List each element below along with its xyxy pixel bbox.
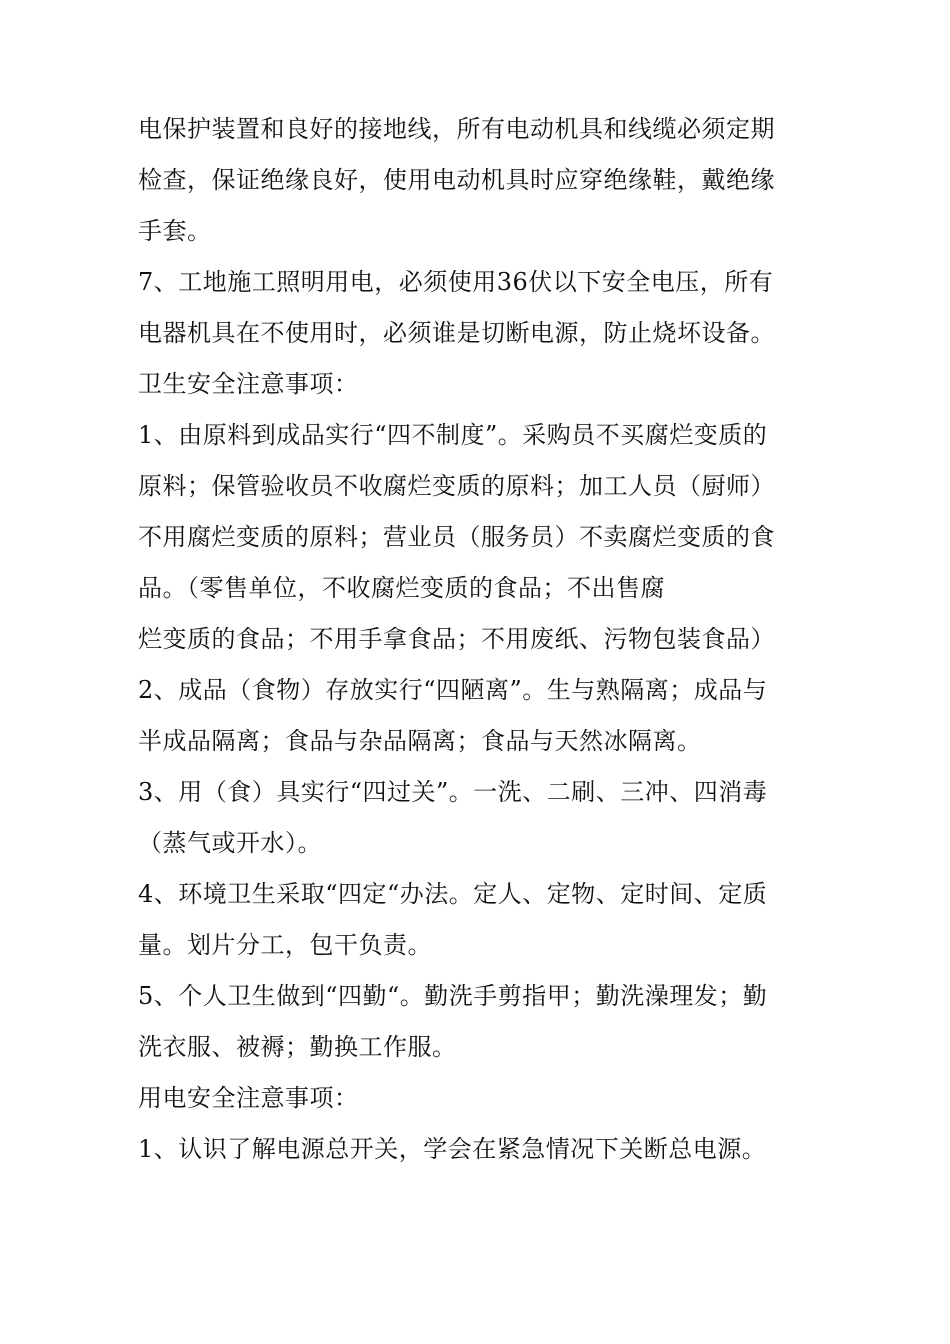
text-line: （蒸气或开水）。 bbox=[138, 829, 322, 857]
text-line: 1、由原料到成品实行“四不制度”。采购员不买腐烂变质的 bbox=[138, 421, 768, 449]
text-line: 烂变质的食品；不用手拿食品；不用废纸、污物包装食品） bbox=[138, 625, 775, 653]
text-line: 洗衣服、被褥；勤换工作服。 bbox=[138, 1033, 457, 1061]
text-line: 原料；保管验收员不收腐烂变质的原料；加工人员（厨师） bbox=[138, 472, 775, 500]
text-line: 半成品隔离；食品与杂品隔离；食品与天然冰隔离。 bbox=[138, 727, 702, 755]
text-line: 量。划片分工，包干负责。 bbox=[138, 931, 432, 959]
text-line: 检查，保证绝缘良好，使用电动机具时应穿绝缘鞋，戴绝缘 bbox=[138, 166, 775, 194]
text-line: 电器机具在不使用时，必须谁是切断电源，防止烧坏设备。 bbox=[138, 319, 775, 347]
text-line: 手套。 bbox=[138, 217, 212, 245]
text-line: 2、成品（食物）存放实行“四陋离”。生与熟隔离；成品与 bbox=[138, 676, 768, 704]
text-line: 1、认识了解电源总开关，学会在紧急情况下关断总电源。 bbox=[138, 1135, 767, 1163]
document-body bbox=[138, 104, 828, 1175]
section-heading-hygiene: 卫生安全注意事项： bbox=[138, 370, 359, 398]
section-heading-electrical: 用电安全注意事项： bbox=[138, 1084, 359, 1112]
text-line: 5、个人卫生做到“四勤“。勤洗手剪指甲；勤洗澡理发；勤 bbox=[138, 982, 768, 1010]
text-line: 4、环境卫生采取“四定“办法。定人、定物、定时间、定质 bbox=[138, 880, 768, 908]
text-line: 3、用（食）具实行“四过关”。一洗、二刷、三冲、四消毒 bbox=[138, 778, 768, 806]
text-line: 7、工地施工照明用电，必须使用36伏以下安全电压，所有 bbox=[138, 268, 774, 296]
text-line: 品。（零售单位，不收腐烂变质的食品；不出售腐 bbox=[138, 574, 665, 602]
text-line: 电保护装置和良好的接地线，所有电动机具和线缆必须定期 bbox=[138, 115, 775, 143]
text-line: 不用腐烂变质的原料；营业员（服务员）不卖腐烂变质的食 bbox=[138, 523, 775, 551]
